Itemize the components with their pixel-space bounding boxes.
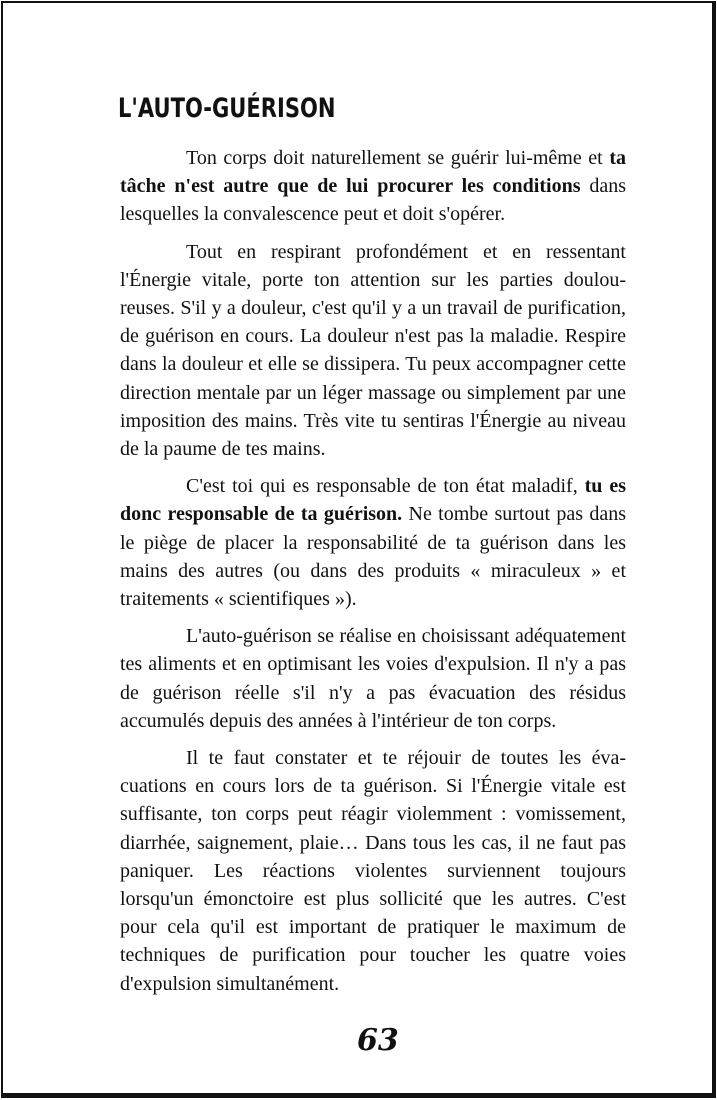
bold-text: ta tâche n'est autre que de lui procurer les conditions <box>120 147 626 198</box>
bold-text: tu es donc responsable de ta guérison. <box>120 475 626 526</box>
text-run: Ton corps doit naturellement se guérir lui-même et <box>186 147 610 169</box>
paragraph <box>120 472 626 613</box>
paragraph <box>120 744 626 998</box>
paragraph <box>120 144 626 229</box>
page-number: 63 <box>357 1023 399 1058</box>
text-run: L'auto-guérison se réalise en choisissant adéquatement tes aliments et en optimisant les voies d'expulsion. Il n'y a pas de guérison réelle s'il n'y a pas évacuation des résidus accumulés depuis des années à l'intérieur de ton corps. <box>120 625 626 732</box>
text-run: C'est toi qui es responsable de ton état maladif, <box>186 475 585 498</box>
body-text <box>120 144 626 1007</box>
text-run: dans lesquelles la convalescence peut et doit s'opérer. <box>120 175 626 226</box>
text-run: Il te faut constater et te réjouir de toutes les évacuations en cours lors de ta guérison. Si l'Énergie vitale est suffisante, ton corps peut réagir violemment : vomissement, diarrhée, saignement, plaie… Dans tous les cas, il ne faut pas paniquer. Les réactions violentes surviennent toujours lorsqu'un émonctoire est plus sollicité que les autres. C'est pour cela qu'il est important de pratiquer le maximum de techniques de purification pour toucher les quatre voies d'expulsion simultanément. <box>120 747 626 995</box>
paragraph <box>120 238 626 464</box>
paragraph <box>120 622 626 735</box>
text-run: Ne tombe surtout pas dans le piège de placer la responsabilité de ta guérison dans les mains des autres (ou dans des produits « miraculeux » et traitements « scientifiques »). <box>120 503 626 611</box>
text-run: Tout en respirant profondément et en ressentant l'Énergie vitale, porte ton attention sur les parties douloureuses. S'il y a douleur, c'est qu'il y a un travail de purification, de guérison en cours. La douleur n'est pas la maladie. Respire dans la douleur et elle se dissipera. Tu peux accompagner cette direction mentale par un léger massage ou simplement par une imposition des mains. Très vite tu sentiras l'Énergie au niveau de la paume de tes mains. <box>120 240 626 461</box>
page-title: L'AUTO-GUÉRISON <box>118 93 336 124</box>
